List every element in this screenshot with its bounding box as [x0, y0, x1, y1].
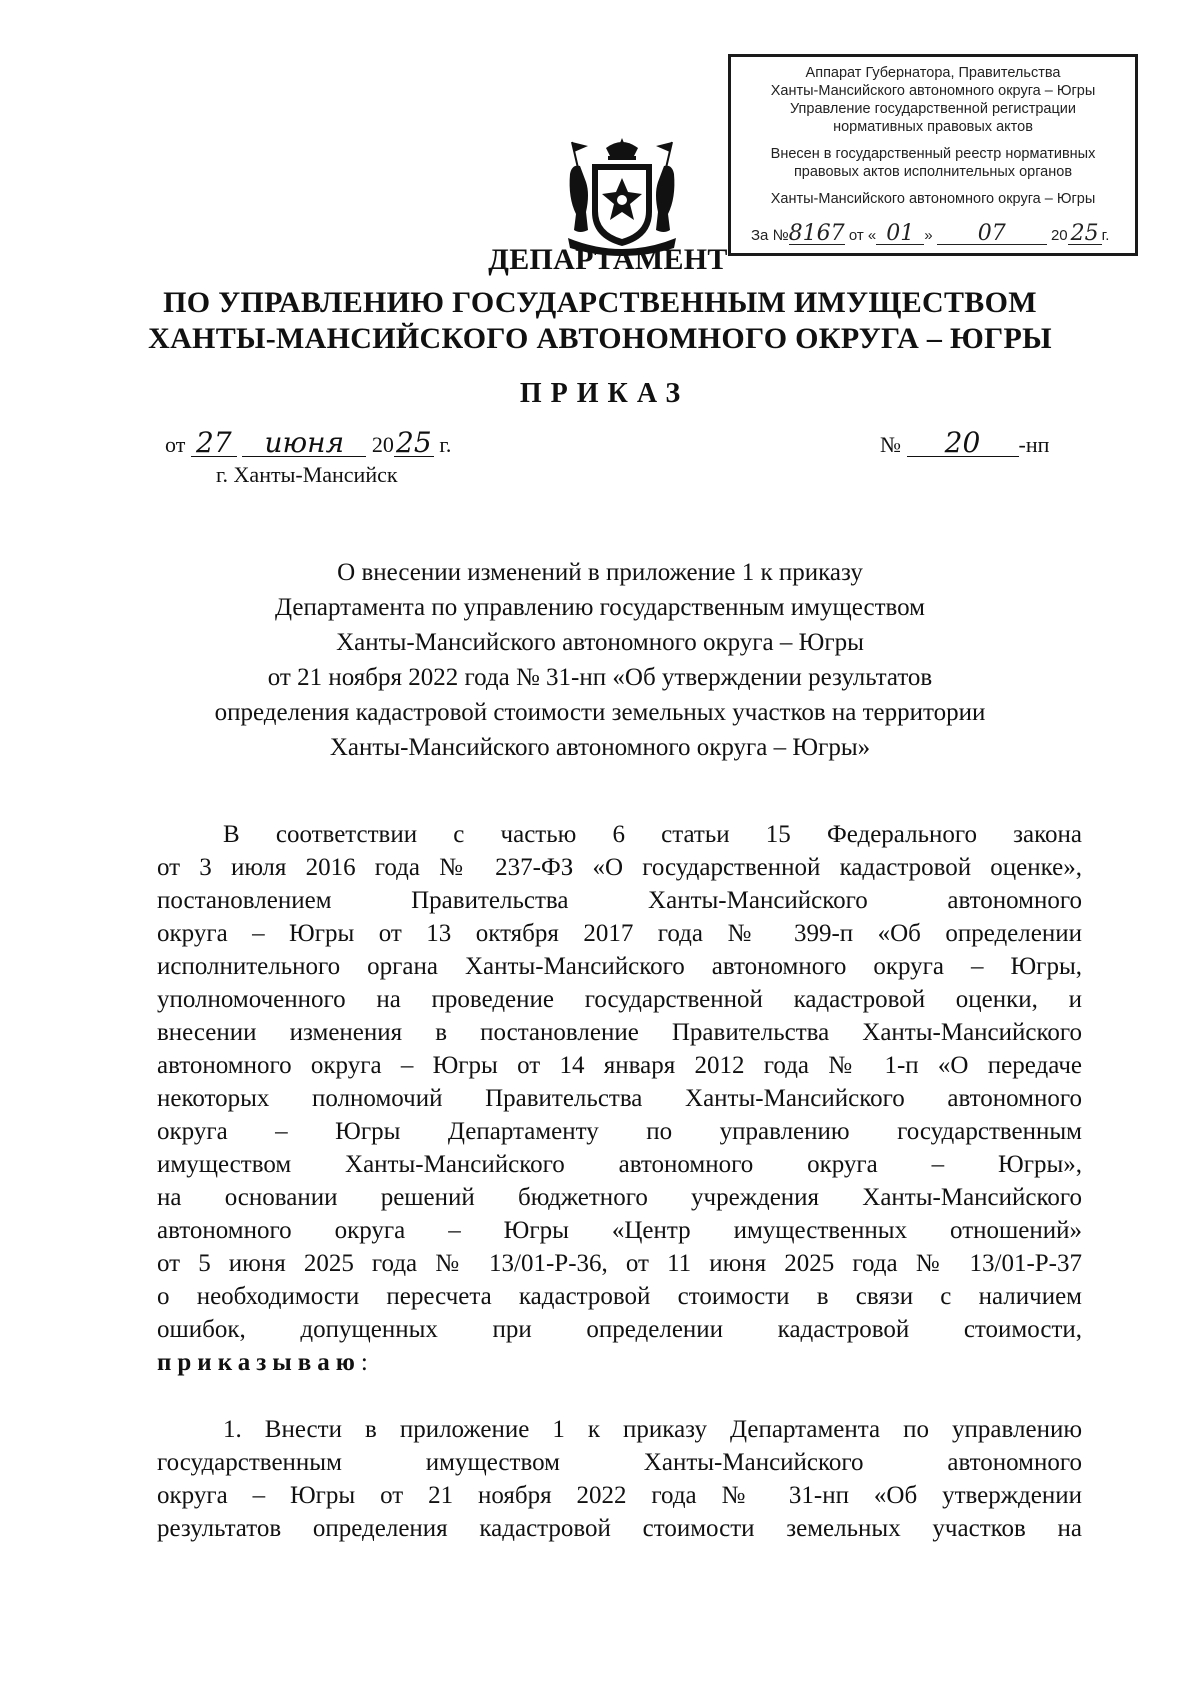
- body-line: от 5 июня 2025 года № 13/01-Р-36, от 11 июня 2025 года № 13/01-Р-37: [157, 1250, 1082, 1277]
- body-line: некоторых полномочий Правительства Ханты-Мансийского автономного: [157, 1085, 1082, 1112]
- order-subject: [0, 555, 1200, 765]
- decree-word: приказываю: [157, 1349, 361, 1376]
- body-line: государственным имуществом Ханты-Мансийского автономного: [157, 1449, 1082, 1476]
- number-suffix: -нп: [1018, 432, 1050, 457]
- stamp-line: Внесен в государственный реестр нормативных: [770, 146, 1096, 162]
- order-title: ПРИКАЗ: [519, 378, 690, 409]
- stamp-line: Ханты-Мансийского автономного округа – Югры: [770, 191, 1096, 207]
- subject-line: Ханты-Мансийского автономного округа – Югры: [336, 629, 864, 656]
- stamp-reg-prefix: За №: [751, 227, 789, 244]
- body-line: постановлением Правительства Ханты-Мансийского автономного: [157, 887, 1082, 914]
- number-prefix: №: [880, 432, 901, 457]
- header-line-2: ПО УПРАВЛЕНИЮ ГОСУДАРСТВЕННЫМ ИМУЩЕСТВОМ: [163, 286, 1037, 319]
- decree-colon: :: [360, 1349, 368, 1376]
- stamp-line: нормативных правовых актов: [833, 119, 1033, 135]
- stamp-reg-close: »: [924, 227, 933, 244]
- body-line: ошибок, допущенных при определении кадастровой стоимости,: [157, 1316, 1082, 1343]
- stamp-line: Управление государственной регистрации: [789, 101, 1077, 117]
- body-line: автономного округа – Югры «Центр имущественных отношений»: [157, 1217, 1082, 1244]
- registration-stamp: [728, 54, 1138, 256]
- preamble-paragraph: [157, 818, 1082, 1379]
- stamp-line: правовых актов исполнительных органов: [793, 164, 1073, 180]
- body-line: автономного округа – Югры от 14 января 2012 года № 1-п «О передаче: [157, 1052, 1082, 1079]
- date-month: июня: [242, 430, 366, 457]
- decree-line: [157, 1346, 1082, 1379]
- number-value: 20: [907, 430, 1019, 457]
- date-year: 25: [394, 430, 434, 457]
- stamp-registration-line: [751, 221, 1127, 246]
- body-line: уполномоченного на проведение государственной кадастровой оценки, и: [157, 986, 1082, 1013]
- body-line: результатов определения кадастровой стоимости земельных участков на: [157, 1515, 1082, 1542]
- header-line-1: ДЕПАРТАМЕНТ: [488, 243, 728, 276]
- stamp-reg-month: 07: [937, 224, 1047, 245]
- order-number: [880, 426, 1050, 459]
- subject-line: О внесении изменений в приложение 1 к приказу: [337, 559, 863, 586]
- stamp-line: Аппарат Губернатора, Правительства: [805, 65, 1061, 81]
- body-line: округа – Югры от 13 октября 2017 года № 399-п «Об определении: [157, 920, 1082, 947]
- stamp-line: Ханты-Мансийского автономного округа – Югры: [770, 83, 1096, 99]
- stamp-reg-day: 01: [876, 224, 924, 245]
- date-year-prefix: 20: [371, 432, 394, 457]
- body-line: 1. Внести в приложение 1 к приказу Департамента по управлению: [223, 1416, 1082, 1443]
- stamp-reg-ot: от «: [848, 227, 877, 244]
- stamp-reg-number: 8167: [788, 221, 845, 246]
- body-line: о необходимости пересчета кадастровой стоимости в связи с наличием: [157, 1283, 1082, 1310]
- body-line: на основании решений бюджетного учреждения Ханты-Мансийского: [157, 1184, 1082, 1211]
- body-line: В соответствии с частью 6 статьи 15 Федерального закона: [223, 821, 1082, 848]
- body-line: округа – Югры от 21 ноября 2022 года № 31-нп «Об утверждении: [157, 1482, 1082, 1509]
- city: г. Ханты-Мансийск: [216, 462, 398, 487]
- stamp-reg-year: 25: [1068, 224, 1102, 245]
- body-line: исполнительного органа Ханты-Мансийского автономного округа – Югры,: [157, 953, 1082, 980]
- body-line: округа – Югры Департаменту по управлению государственным: [157, 1118, 1082, 1145]
- date-day: 27: [191, 430, 237, 457]
- subject-line: Департамента по управлению государственным имуществом: [275, 594, 925, 621]
- subject-line: Ханты-Мансийского автономного округа – Югры»: [329, 734, 871, 761]
- order-date: [165, 426, 452, 459]
- body-line: от 3 июля 2016 года № 237-ФЗ «О государственной кадастровой оценке»,: [157, 854, 1082, 881]
- item-1-paragraph: [157, 1413, 1082, 1545]
- date-suffix: г.: [439, 432, 452, 457]
- stamp-reg-year-suffix: г.: [1101, 227, 1110, 244]
- header-line-3: ХАНТЫ-МАНСИЙСКОГО АВТОНОМНОГО ОКРУГА – ЮГРЫ: [148, 322, 1052, 355]
- date-prefix: от: [165, 432, 186, 457]
- subject-line: от 21 ноября 2022 года № 31-нп «Об утверждении результатов: [267, 664, 933, 691]
- body-line: внесении изменения в постановление Правительства Ханты-Мансийского: [157, 1019, 1082, 1046]
- subject-line: определения кадастровой стоимости земельных участков на территории: [214, 699, 986, 726]
- body-line: имуществом Ханты-Мансийского автономного округа – Югры»,: [157, 1151, 1082, 1178]
- stamp-reg-year-prefix: 20: [1050, 227, 1068, 244]
